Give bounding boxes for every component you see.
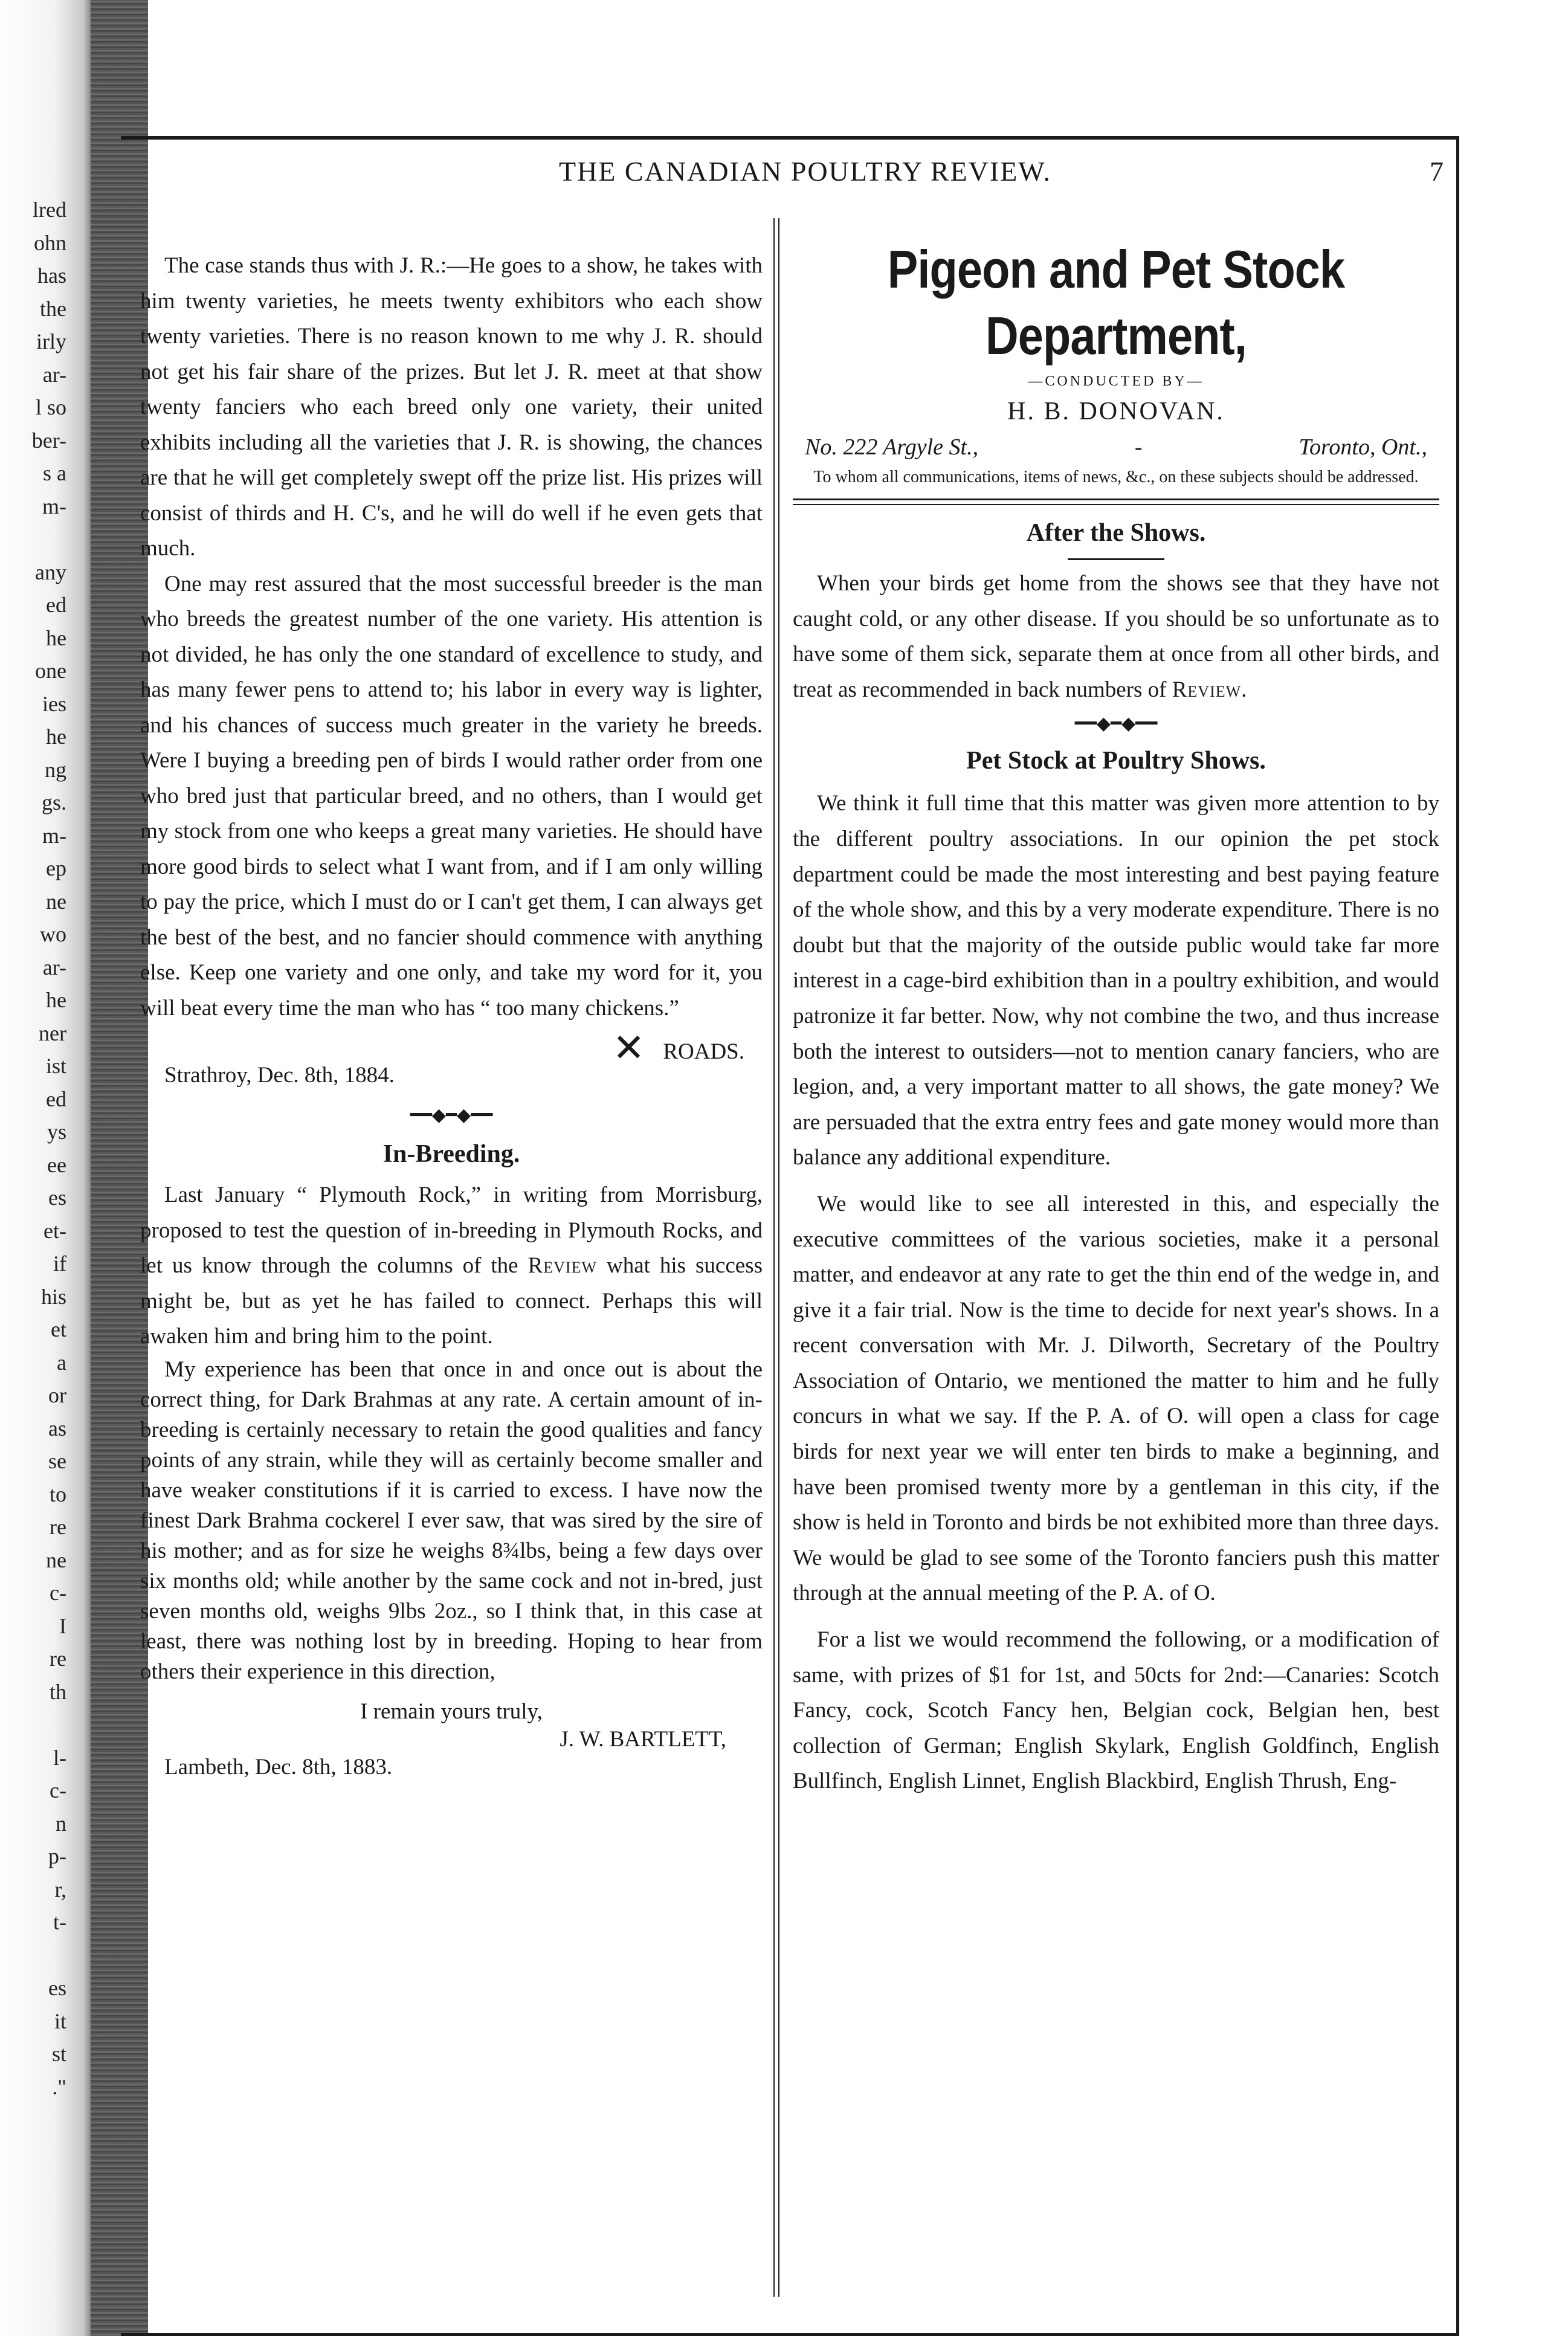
page-header [157, 155, 1453, 192]
margin-fragment: ist [45, 1054, 66, 1078]
signature-place-date: Lambeth, Dec. 8th, 1883. [164, 1754, 393, 1779]
double-rule-divider [793, 498, 1439, 505]
margin-fragment: p- [48, 1844, 66, 1868]
margin-fragment: to [49, 1482, 66, 1506]
margin-fragment: re [50, 1647, 66, 1671]
article-paragraph: For a list we would recommend the following, or a modification of same, with prizes of $1 for 1st, and 50cts for 2nd:—Canaries: Scotch Fancy, cock, Scotch Fancy hen, Belgian cock, Belgian hen, best collection of German; English Skylark, English Goldfinch, English Bullfinch, English Linnet, English Blackbird, English Thrush, Eng- [793, 1627, 1439, 1794]
address-city: Toronto, Ont., [1299, 434, 1427, 460]
department-title: Pigeon and Pet Stock Department, [887, 239, 1345, 366]
margin-fragment: ed [46, 1086, 66, 1111]
section-ornament: ━━◆━◆━━ [410, 1105, 493, 1125]
newspaper-page [121, 136, 1459, 2336]
margin-fragment: gs. [41, 790, 66, 815]
margin-fragment: or [48, 1383, 66, 1407]
margin-fragment: es [48, 1186, 66, 1210]
margin-fragment [0, 523, 66, 556]
margin-fragment: his [40, 1284, 66, 1309]
article-paragraph: One may rest assured that the most successful breeder is the man who breeds the greatest number of the one variety. His attention is not divided, he has only the one standard of excellence to study, and has many fewer pens to attend to; his labor in every way is lighter, and his chances of success much greater in the variety he breeds. Were I buying a breeding pen of birds I would rather order from one who bred just that particular breed, and no others, than I would get my stock from one who keeps a great many varieties. He should have more good birds to select what I want from, and if I am only willing to pay the price, which I must do or I can't get them, I can always get the best of the best, and no fancier should commence with anything else. Keep one variety and one only, and take my word for it, you will beat every time the man who has “ too many chickens.” [140, 571, 763, 1021]
margin-fragment: m- [42, 823, 66, 848]
margin-fragment: the [40, 296, 66, 321]
margin-fragment: ne [46, 889, 66, 914]
article-paragraph: My experience has been that once in and once out is about the correct thing, for Dark Brahmas at any rate. A certain amount of in-breeding is certainly necessary to retain the good qualities and fancy points of any strain, while they will as certainly become smaller and have weaker constitutions if it is carried to excess. I have now the finest Dark Brahma cockerel I ever saw, that was sired by the sire of his mother; and as for size he weighs 8¾lbs, being a few days over six months old; while another by the same cock and not in-bred, just seven months old, weighs 9lbs 2oz., so I think that, in this case at least, there was nothing lost by in breeding. Hoping to hear from others their experience in this direction, [140, 1357, 763, 1684]
margin-fragment: c- [50, 1581, 66, 1605]
closing-salutation: I remain yours truly, [360, 1699, 543, 1724]
margin-fragment [0, 1939, 66, 1972]
margin-fragment: any [35, 560, 66, 584]
margin-fragment: st [51, 2042, 66, 2066]
column-divider [773, 218, 779, 2297]
margin-fragment: one [35, 659, 66, 683]
margin-fragment: r, [54, 1877, 66, 1902]
margin-fragment: a [57, 1350, 66, 1375]
margin-fragment: l- [53, 1745, 66, 1770]
margin-fragment: s a [43, 461, 66, 485]
margin-fragment [0, 1708, 66, 1741]
section-ornament: ━━◆━◆━━ [1074, 714, 1158, 734]
signature-name: ROADS. [663, 1039, 744, 1064]
margin-fragment: if [53, 1251, 66, 1276]
margin-fragment: ber- [31, 428, 66, 453]
margin-fragment: he [46, 988, 66, 1012]
left-column [140, 248, 763, 1781]
department-conducted-by: —CONDUCTED BY— [1028, 373, 1204, 389]
margin-fragment: I [59, 1613, 66, 1638]
left-margin-adjacent-page [0, 0, 91, 2336]
margin-fragment: es [48, 1976, 66, 2000]
margin-fragment: as [48, 1416, 66, 1441]
margin-fragment: ies [42, 691, 66, 716]
margin-fragment: ys [47, 1120, 66, 1144]
margin-fragments [0, 193, 66, 2103]
margin-fragment: se [48, 1449, 66, 1473]
margin-fragment: re [50, 1515, 66, 1539]
signature-place-date: Strathroy, Dec. 8th, 1884. [164, 1062, 395, 1088]
margin-fragment: n [56, 1811, 66, 1836]
article-paragraph: We think it full time that this matter was given more attention to by the different poultry associations. In our opinion the pet stock department could be made the most interesting and best paying feature of the whole show, and this by a very moderate expenditure. There is no doubt but that the majority of the outside public would take far more interest in a cage-bird exhibition than in a poultry exhibition, and would patronize it far better. Now, why not combine the two, and thus increase both the interest to outsiders—not to mention canary fanciers, who are legion, and, a very important matter to all shows, the gate money? We are persuaded that the extra entry fees and gate money would more than balance any additional expenditure. [793, 791, 1439, 1170]
margin-fragment: ar- [42, 362, 66, 387]
margin-fragment: c- [50, 1778, 66, 1802]
cross-mark-icon: ✕ [612, 1026, 645, 1071]
margin-fragment: ar- [42, 955, 66, 979]
margin-fragment: ." [52, 2074, 66, 2099]
address-separator: - [1134, 434, 1143, 460]
margin-fragment: it [54, 2009, 66, 2033]
short-rule [1068, 558, 1164, 560]
margin-fragment: ohn [34, 230, 66, 255]
article-paragraph: When your birds get home from the shows see that they have not caught cold, or any other disease. If you should be so unfortunate as to have some of them sick, separate them at once from all other birds, and treat as recommended in back numbers of Review. [793, 571, 1439, 702]
margin-fragment: wo [40, 922, 66, 946]
publication-title: THE CANADIAN POULTRY REVIEW. [559, 156, 1051, 187]
margin-fragment: ee [47, 1152, 66, 1177]
margin-fragment: ed [46, 593, 66, 617]
margin-fragment: m- [42, 494, 66, 518]
section-title-pet-stock: Pet Stock at Poultry Shows. [966, 747, 1266, 775]
margin-fragment: ner [39, 1021, 66, 1045]
department-note: To whom all communications, items of news, &c., on these subjects should be addressed. [813, 468, 1419, 486]
article-paragraph: Last January “ Plymouth Rock,” in writing from Morrisburg, proposed to test the question of in-breeding in Plymouth Rocks, and let us know through the columns of the Review what his success might be, but as yet he has failed to connect. Perhaps this will awaken him and bring him to the point. [140, 1183, 763, 1349]
margin-fragment: ng [45, 757, 66, 782]
margin-fragment: t- [53, 1910, 66, 1934]
margin-fragment: l so [35, 395, 66, 419]
section-title-inbreeding: In-Breeding. [382, 1140, 520, 1168]
department-editor: H. B. DONOVAN. [1007, 398, 1225, 425]
margin-fragment: et [51, 1317, 66, 1341]
margin-fragment: et- [44, 1218, 66, 1243]
signature-name: J. W. BARTLETT, [560, 1726, 726, 1752]
department-address [793, 430, 1439, 465]
margin-fragment: irly [36, 329, 66, 353]
margin-fragment: th [49, 1679, 66, 1704]
article-paragraph: The case stands thus with J. R.:—He goes to a show, he takes with him twenty varieties, he meets twenty exhibitors who each show twenty varieties. There is no reason known to me why J. R. should not get his fair share of the prizes. But let J. R. meet at that show twenty fanciers who each breed only one variety, their united exhibits including all the varieties that J. R. is showing, the chances are that he will get completely swept off the prize list. His prizes will consist of thirds and H. C's, and he will do well if he even gets that much. [140, 253, 763, 561]
margin-fragment: has [37, 263, 66, 288]
margin-fragment: ep [46, 856, 66, 880]
margin-fragment: he [46, 625, 66, 650]
article-paragraph: We would like to see all interested in this, and especially the executive committees of the various societies, make it a personal matter, and endeavor at any rate to get the thin end of the wedge in, and give it a fair trial. Now is the time to decide for next year's shows. In a recent conversation with Mr. J. Dilworth, Secretary of the Poultry Association of Ontario, we mentioned the matter to him and he fully concurs in what we say. If the P. A. of O. will open a class for cage birds for next year we will enter ten birds to make a beginning, and have been promised twenty more by a gentleman in this city, if the show is held in Toronto and birds be not exhibited more than three days. We would be glad to see some of the Toronto fanciers push this matter through at the annual meeting of the P. A. of O. [793, 1191, 1439, 1606]
margin-fragment: he [46, 724, 66, 749]
address-street: No. 222 Argyle St., [805, 434, 979, 460]
section-title-after-the-shows: After the Shows. [1026, 519, 1206, 547]
margin-fragment: ne [46, 1547, 66, 1572]
margin-fragment: lred [33, 198, 66, 222]
right-column [793, 236, 1439, 1799]
page-number: 7 [1430, 156, 1445, 187]
